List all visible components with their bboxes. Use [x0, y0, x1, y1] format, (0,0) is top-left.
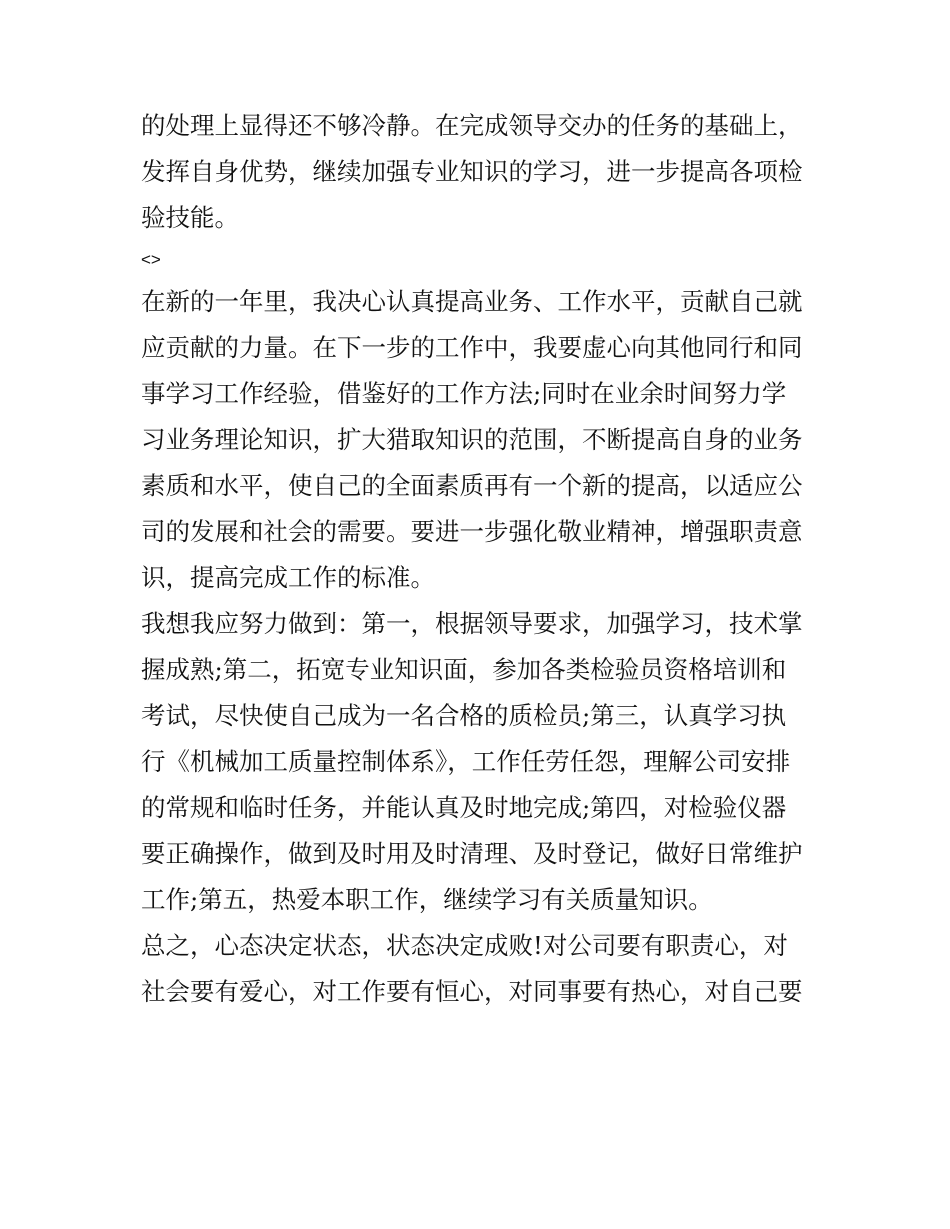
- separator-marker: <>: [141, 250, 161, 269]
- text-line: 工作;第五，热爱本职工作，继续学习有关质量知识。: [141, 885, 713, 914]
- text-line: 的常规和临时任务，并能认真及时地完成;第四，对检验仪器: [141, 793, 787, 822]
- text-line: 社会要有爱心，对工作要有恒心，对同事要有热心，对自己要: [141, 977, 803, 1006]
- paragraph-3: [141, 601, 821, 923]
- document-body: [141, 103, 821, 1015]
- text-line: 要正确操作，做到及时用及时清理、及时登记，做好日常维护: [141, 839, 803, 868]
- text-line: 握成熟;第二，拓宽专业知识面，参加各类检验员资格培训和: [141, 655, 787, 684]
- text-line: 素质和水平，使自己的全面素质再有一个新的提高，以适应公: [141, 471, 803, 500]
- text-line: 习业务理论知识，扩大猎取知识的范围，不断提高自身的业务: [141, 425, 803, 454]
- paragraph-2: [141, 279, 821, 601]
- text-line: 我想我应努力做到：第一，根据领导要求，加强学习，技术掌: [141, 609, 803, 638]
- text-line: 验技能。: [141, 203, 239, 232]
- text-line: 总之，心态决定状态，状态决定成败!对公司要有职责心，对: [141, 931, 788, 960]
- text-line: 的处理上显得还不够冷静。在完成领导交办的任务的基础上，: [141, 111, 803, 140]
- paragraph-4: [141, 923, 821, 1015]
- text-line: 识，提高完成工作的标准。: [141, 563, 435, 592]
- text-line: 发挥自身优势，继续加强专业知识的学习，进一步提高各项检: [141, 157, 803, 186]
- text-line: 在新的一年里，我决心认真提高业务、工作水平，贡献自己就: [141, 287, 803, 316]
- text-line: 行《机械加工质量控制体系》，工作任劳任怨，理解公司安排: [141, 747, 791, 776]
- text-line: 司的发展和社会的需要。要进一步强化敬业精神，增强职责意: [141, 517, 803, 546]
- text-line: 事学习工作经验，借鉴好的工作方法;同时在业余时间努力学: [141, 379, 787, 408]
- text-line: 考试，尽快使自己成为一名合格的质检员;第三，认真学习执: [141, 701, 787, 730]
- paragraph-1: [141, 103, 821, 241]
- text-line: 应贡献的力量。在下一步的工作中，我要虚心向其他同行和同: [141, 333, 803, 362]
